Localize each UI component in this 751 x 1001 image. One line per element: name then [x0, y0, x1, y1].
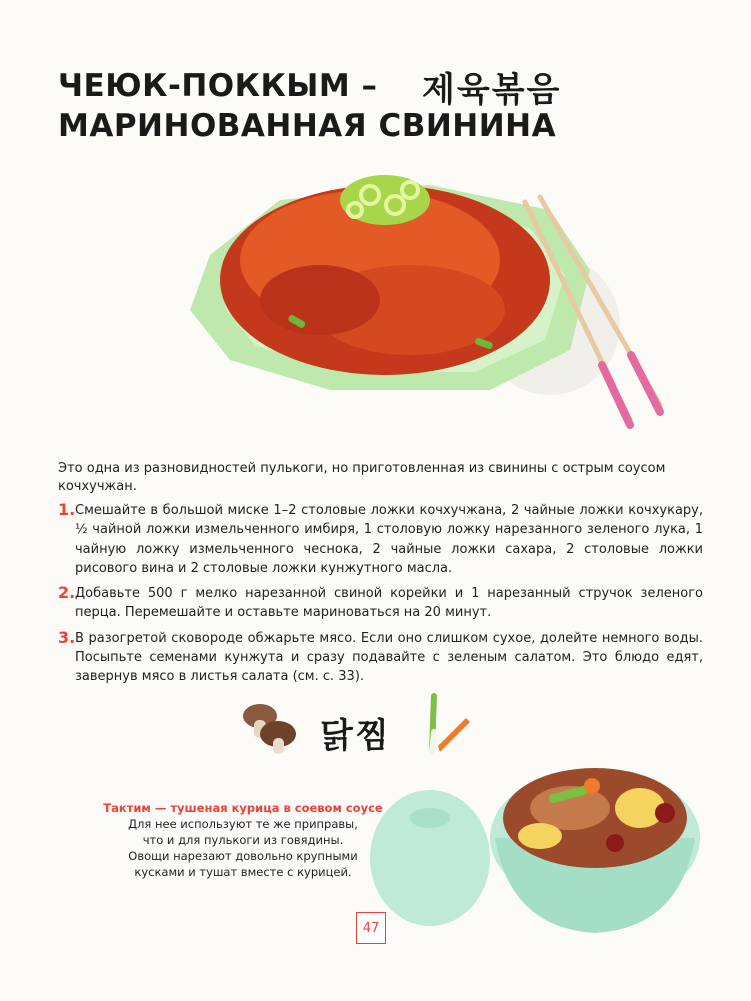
chicken-stew-illustration [360, 738, 705, 953]
step-text: В разогретой сковороде обжарьте мясо. Если оно слишком сухое, долейте немного воды. Посыпьте семенами кунжута и сразу подавайте с зеленым салатом. Это блюдо едят, завернув мясо в листья салата (см. с. 33). [75, 630, 703, 685]
sidebar-line: Овощи нарезают довольно крупными [128, 849, 358, 863]
page-number: 47 [356, 912, 386, 944]
title-line-2: МАРИНОВАННАЯ СВИНИНА [58, 108, 557, 144]
sidebar-line: Для нее используют те же приправы, [128, 817, 358, 831]
korean-subtitle: 닭찜 [320, 716, 392, 756]
sidebar-note [98, 800, 388, 880]
sidebar-line: что и для пулькоги из говядины. [142, 833, 344, 847]
recipe-steps [58, 501, 703, 693]
step-number: 3. [58, 627, 76, 647]
title-line-1: ЧЕЮК-ПОККЫМ – [58, 68, 378, 104]
step-text: Смешайте в большой миске 1–2 столовые ложки кочхучжана, 2 чайные ложки кочхукару, ½ чайной ложки измельченного имбиря, 1 столовую ложку нарезанного зеленого лука, 1 чайную ложку измельченного чеснока, 2 чайные ложки сахара, 2 столовые ложки рисового вина и 2 столовые ложки кунжутного масла. [75, 503, 703, 576]
step-text: Добавьте 500 г мелко нарезанной свиной корейки и 1 нарезанный стручок зеленого перца. Перемешайте и оставьте мариноваться на 20 минут. [75, 586, 703, 621]
step-number: 1. [58, 500, 76, 519]
korean-title: 제육볶음 [422, 70, 562, 110]
intro-text: Это одна из разновидностей пулькоги, но приготовленная из свинины с острым соусом кочхучжан. [58, 461, 666, 494]
recipe-step [58, 629, 703, 687]
sidebar-title: Тактим — тушеная курица в соевом соусе [103, 801, 383, 815]
step-number: 2. [58, 583, 76, 603]
mushroom-icon [238, 696, 302, 760]
recipe-step [58, 501, 703, 578]
sidebar-line: кусками и тушат вместе с курицей. [134, 865, 352, 879]
recipe-step [58, 584, 703, 623]
pork-dish-illustration [170, 150, 680, 450]
